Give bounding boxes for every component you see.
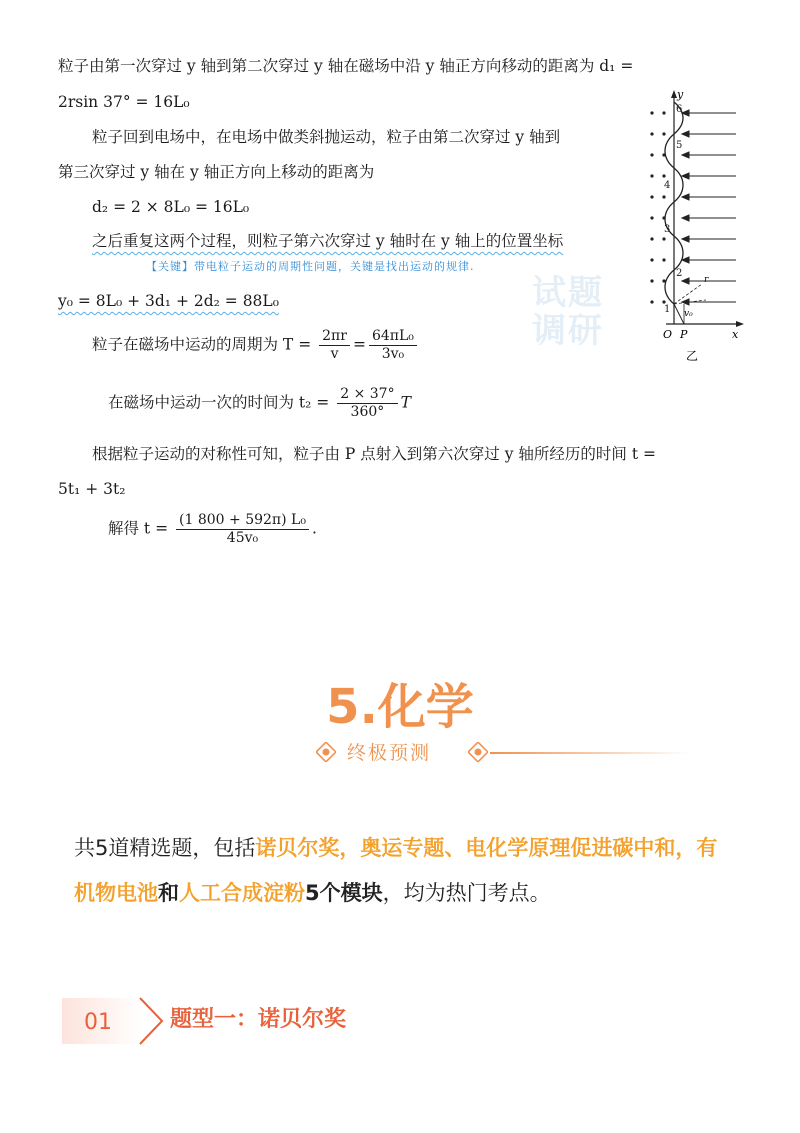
module-count: 5个模块 [305, 881, 383, 905]
solution-line-3: 粒子回到电场中，在电场中做类斜抛运动，粒子由第二次穿过 y 轴到 [92, 128, 561, 146]
t2-suffix: T [400, 393, 411, 412]
solution-line-7: y₀ = 8L₀ + 3d₁ + 2d₂ = 88L₀ [58, 292, 279, 310]
question-number-badge [62, 996, 172, 1046]
svg-text:y: y [677, 88, 684, 101]
solution-line-6: 之后重复这两个过程，则粒子第六次穿过 y 轴时在 y 轴上的位置坐标 [92, 232, 564, 250]
svg-text:1: 1 [664, 304, 671, 315]
section-subtitle: 终极预测 [347, 742, 432, 764]
question-type-title: 题型一：诺贝尔奖 [170, 1007, 347, 1032]
t-formula: 解得 t = $\frac{\text{(1 800 + 592π) L₀}}{\text{45v₀}}$ . [108, 512, 317, 546]
svg-text:2: 2 [676, 268, 683, 279]
t2-fraction: $\frac{2 \times 37^\circ}{360^\circ}$ [337, 386, 397, 421]
solution-line-2: 2rsin 37° = 16L₀ [58, 93, 190, 111]
diamond-left-icon [316, 742, 336, 762]
svg-text:01: 01 [84, 1010, 112, 1035]
watermark-logo: 试题 调研 [532, 273, 604, 351]
solution-line-5: d₂ = 2 × 8L₀ = 16L₀ [92, 198, 250, 216]
subtitle-line [490, 751, 690, 755]
solution-line-10: 根据粒子运动的对称性可知，粒子由 P 点射入到第六次穿过 y 轴所经历的时间 t = [92, 445, 656, 463]
section-title: 5.化学 [326, 679, 474, 735]
solution-line-4: 第三次穿过 y 轴在 y 轴正方向上移动的距离为 [58, 163, 375, 181]
period-fraction-2: $\frac{\text{64πL₀}}{\text{3v₀}}$ [369, 328, 417, 363]
figure-caption: 乙 [686, 349, 699, 363]
svg-text:4: 4 [664, 180, 671, 191]
diamond-right-icon [468, 742, 488, 762]
period-fraction-1: $\frac{2\pi r}{v}$ [319, 328, 350, 363]
t2-prefix: 在磁场中运动一次的时间为 t₂ = [108, 393, 330, 412]
t-fraction: $\frac{\text{(1 800 + 592π) L₀}}{\text{45v₀}}$ [176, 512, 309, 547]
t2-formula [108, 386, 411, 421]
svg-text:r: r [704, 275, 709, 285]
intro-paragraph: 共5道精选题，包括诺贝尔奖，奥运专题、电化学原理促进碳中和，有机物电池和人工合成淀粉5个模块，均为热门考点。 [74, 836, 718, 905]
svg-text:5: 5 [676, 140, 683, 151]
svg-text:3: 3 [664, 224, 671, 235]
period-formula: 粒子在磁场中运动的周期为 T = $\frac{2\pi r}{v}$ = $\frac{\text{64πL₀}}{\text{3v₀}}$ [92, 328, 420, 363]
field-dots [650, 111, 665, 303]
highlight-starch: 人工合成淀粉 [179, 881, 305, 905]
t-prefix: 解得 t = [108, 519, 169, 538]
highlight-topics: 诺贝尔奖，奥运专题、电化学原理促进碳中和，有机物电池 [74, 836, 718, 905]
svg-text:v₀: v₀ [684, 309, 693, 319]
solution-line-1: 粒子由第一次穿过 y 轴到第二次穿过 y 轴在磁场中沿 y 轴正方向移动的距离为 d₁ = [58, 57, 634, 75]
section-subtitle-row [0, 736, 800, 768]
key-note: 【关键】带电粒子运动的周期性问题，关键是找出运动的规律. [146, 260, 475, 273]
motion-diagram [640, 88, 744, 364]
svg-text:6: 6 [676, 104, 683, 115]
solution-line-11: 5t₁ + 3t₂ [58, 480, 126, 498]
period-prefix: 粒子在磁场中运动的周期为 T = [92, 335, 312, 354]
svg-text:P: P [680, 328, 688, 341]
svg-text:x: x [732, 328, 739, 341]
svg-text:O: O [663, 328, 673, 341]
